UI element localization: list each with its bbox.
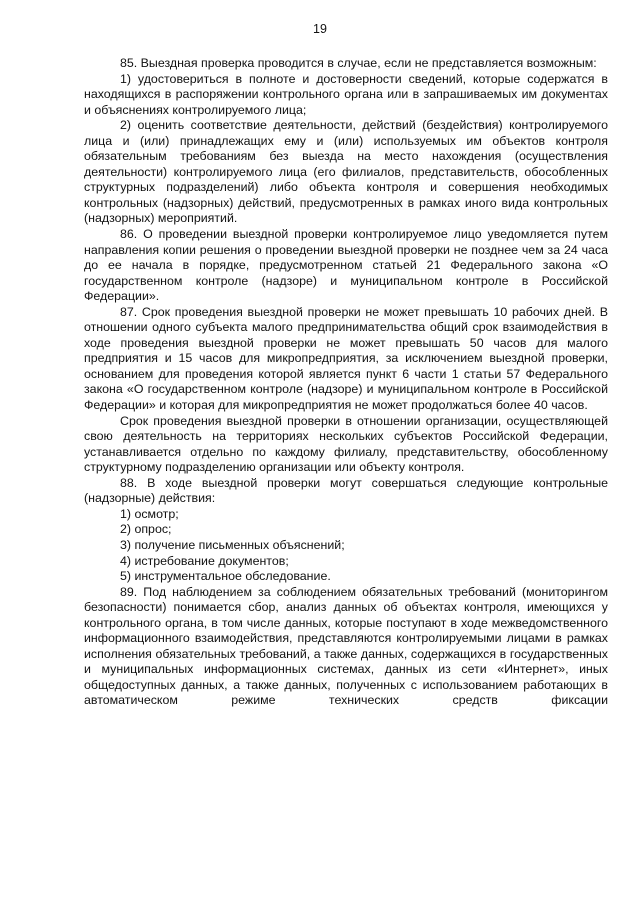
paragraph-85-item-1: 1) удостовериться в полноте и достоверности сведений, которые содержатся в находящихся в распоряжении контрольного органа или в запрашиваемых им документах и объяснениях контролируемого лица;	[84, 71, 608, 117]
paragraph-88: 88. В ходе выездной проверки могут совершаться следующие контрольные (надзорные) действия:	[84, 475, 608, 506]
paragraph-87: 87. Срок проведения выездной проверки не может превышать 10 рабочих дней. В отношении одного субъекта малого предпринимательства общий срок взаимодействия в ходе проведения выездной проверки не может превышать 50 часов для малого предприятия и 15 часов для микропредприятия, за исключением выездной проверки, основанием для проведения которой является пункт 6 части 1 статьи 57 Федерального закона «О государственном контроле (надзоре) и муниципальном контроле в Российской Федерации» и которая для микропредприятия не может продолжаться более 40 часов.	[84, 304, 608, 413]
paragraph-89: 89. Под наблюдением за соблюдением обязательных требований (мониторингом безопасности) понимается сбор, анализ данных об объектах контроля, имеющихся у контрольного органа, в том числе данных, которые поступают в ходе межведомственного информационного взаимодействия, представляются контролируемыми лицами в рамках исполнения обязательных требований, а также данных, содержащихся в государственных и муниципальных информационных системах, данных из сети «Интернет», иных общедоступных данных, а также данных, полученных с использованием работающих в автоматическом режиме технических средств фиксации	[84, 584, 608, 708]
document-body	[84, 56, 608, 709]
paragraph-88-item-4: 4) истребование документов;	[120, 553, 289, 568]
paragraph-88-item-3: 3) получение письменных объяснений;	[120, 537, 345, 552]
paragraph-85: 85. Выездная проверка проводится в случае, если не представляется возможным:	[120, 56, 597, 70]
page-number: 19	[313, 22, 327, 36]
paragraph-85-item-2: 2) оценить соответствие деятельности, действий (бездействия) контролируемого лица и (или) принадлежащих ему и (или) используемых им объектов контроля обязательным требованиям без выезда на место нахождения (осуществления деятельности) контролируемого лица (его филиалов, представительств, обособленных структурных подразделений) либо объекта контроля и совершения необходимых контрольных (надзорных) действий, предусмотренных в рамках иного вида контрольных (надзорных) мероприятий.	[84, 118, 608, 226]
paragraph-86: 86. О проведении выездной проверки контролируемое лицо уведомляется путем направления копии решения о проведении выездной проверки не позднее чем за 24 часа до ее начала в порядке, предусмотренном статьей 21 Федерального закона «О государственном контроле (надзоре) и муниципальном контроле в Российской Федерации».	[84, 227, 608, 304]
paragraph-88-item-1: 1) осмотр;	[120, 506, 179, 521]
paragraph-88-item-5: 5) инструментальное обследование.	[120, 569, 331, 584]
paragraph-88-item-2: 2) опрос;	[120, 522, 172, 537]
paragraph-87-continued: Срок проведения выездной проверки в отношении организации, осуществляющей свою деятельность на территориях нескольких субъектов Российской Федерации, устанавливается отдельно по каждому филиалу, представительству, обособленному структурному подразделению организации или объекту контроля.	[84, 413, 608, 475]
